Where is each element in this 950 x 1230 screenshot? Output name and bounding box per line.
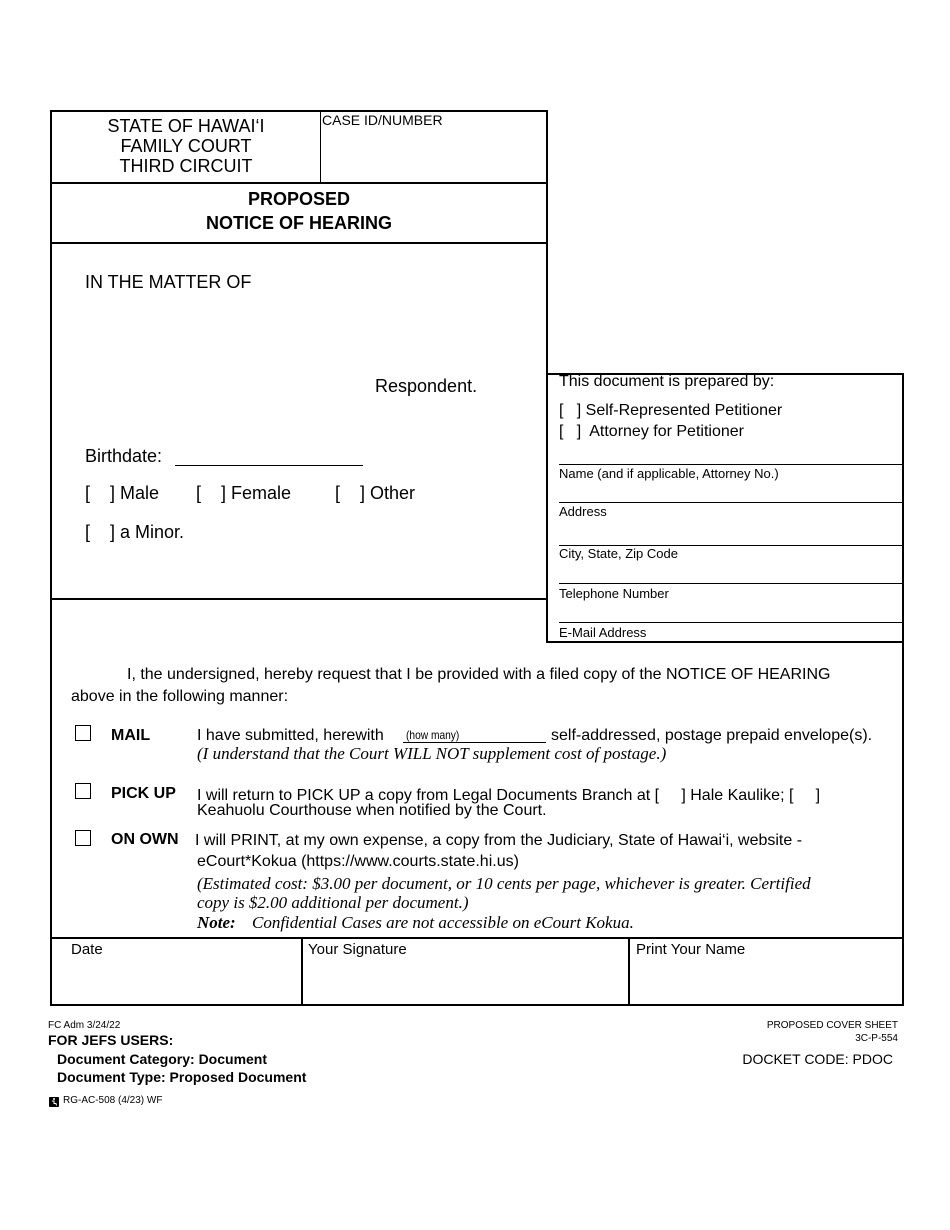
email-label: E-Mail Address — [559, 625, 647, 640]
border-right — [902, 642, 904, 1005]
on-own-estimate-line1: (Estimated cost: $3.00 per document, or 10 cents per page, whichever is greater. Certified — [197, 874, 811, 893]
gender-female[interactable]: [ ] Female — [196, 483, 292, 503]
mail-label: MAIL — [111, 727, 151, 744]
mail-text-b: self-addressed, postage prepaid envelope(s). — [551, 727, 873, 744]
birthdate-label: Birthdate: — [85, 446, 163, 466]
date-field[interactable] — [53, 960, 299, 1002]
on-own-line1: I will PRINT, at my own expense, a copy from the Judiciary, State of Hawai‘i, website - — [195, 832, 803, 849]
pickup-label: PICK UP — [111, 785, 176, 802]
mail-checkbox[interactable] — [75, 725, 91, 741]
date-label: Date — [71, 941, 103, 958]
request-intro-line1: I, the undersigned, hereby request that I be provided with a filed copy of the NOTICE OF HEARING — [127, 666, 831, 683]
divider — [50, 937, 904, 939]
jefs-heading: FOR JEFS USERS: — [48, 1032, 174, 1048]
pickup-line1: I will return to PICK UP a copy from Legal Documents Branch at [ ] Hale Kaulike; [ ] — [197, 787, 821, 804]
self-represented-checkbox[interactable]: [ ] Self-Represented Petitioner — [559, 402, 783, 419]
print-name-label: Print Your Name — [636, 941, 746, 958]
mail-text-a: I have submitted, herewith — [197, 727, 384, 744]
court-name: FAMILY COURT — [120, 136, 252, 156]
divider — [301, 937, 303, 1005]
in-the-matter-label: IN THE MATTER OF — [85, 272, 252, 292]
court-circuit: THIRD CIRCUIT — [119, 156, 253, 176]
gender-male[interactable]: [ ] Male — [85, 483, 160, 503]
document-category: Document Category: Document — [57, 1051, 268, 1067]
signature-label: Your Signature — [308, 941, 407, 958]
mail-note: (I understand that the Court WILL NOT supplement cost of postage.) — [197, 744, 667, 763]
divider — [50, 182, 548, 184]
gender-other[interactable]: [ ] Other — [335, 483, 416, 503]
court-state: STATE OF HAWAI‘I — [107, 116, 265, 136]
respondent-label: Respondent. — [375, 376, 478, 396]
border-left — [50, 600, 52, 1005]
ada-code: RG-AC-508 (4/23) WF — [63, 1095, 163, 1106]
border-bottom — [50, 1004, 904, 1006]
case-id-field[interactable] — [322, 134, 544, 178]
preparer-heading: This document is prepared by: — [559, 373, 775, 390]
pickup-line2: Keahuolu Courthouse when notified by the Court. — [197, 802, 547, 819]
docket-code: DOCKET CODE: PDOC — [742, 1051, 893, 1067]
email-field[interactable] — [559, 622, 902, 623]
on-own-estimate-line2: copy is $2.00 additional per document.) — [197, 893, 469, 912]
form-id: FC Adm 3/24/22 — [48, 1020, 121, 1031]
divider — [628, 937, 630, 1005]
mail-how-many-field[interactable] — [403, 742, 546, 743]
city-label: City, State, Zip Code — [559, 546, 678, 561]
attorney-checkbox[interactable]: [ ] Attorney for Petitioner — [559, 423, 744, 440]
pickup-checkbox[interactable] — [75, 783, 91, 799]
name-field[interactable] — [559, 464, 902, 465]
form-number: 3C-P-554 — [855, 1033, 898, 1044]
minor-checkbox[interactable]: [ ] a Minor. — [85, 522, 185, 542]
divider — [320, 110, 321, 182]
case-id-label: CASE ID/NUMBER — [322, 112, 443, 128]
divider — [50, 242, 548, 244]
address-field[interactable] — [559, 502, 902, 503]
note-text: Confidential Cases are not accessible on eCourt Kokua. — [252, 913, 634, 932]
on-own-label: ON OWN — [111, 831, 179, 848]
document-title-line1: PROPOSED — [247, 189, 351, 209]
document-type: Document Type: Proposed Document — [57, 1069, 307, 1085]
mail-how-many-label: (how many) — [406, 728, 460, 742]
note-label: Note: — [197, 913, 236, 932]
print-name-field[interactable] — [631, 960, 900, 1002]
telephone-label: Telephone Number — [559, 586, 669, 601]
document-title-line2: NOTICE OF HEARING — [205, 213, 392, 233]
birthdate-field[interactable] — [175, 465, 363, 466]
cover-sheet-label: PROPOSED COVER SHEET — [766, 1020, 898, 1031]
on-own-line2: eCourt*Kokua (https://www.courts.state.hi.us) — [197, 853, 519, 870]
on-own-checkbox[interactable] — [75, 830, 91, 846]
request-intro-line2: above in the following manner: — [71, 688, 289, 705]
address-label: Address — [559, 504, 607, 519]
name-label: Name (and if applicable, Attorney No.) — [559, 466, 779, 481]
signature-field[interactable] — [304, 960, 626, 1002]
accessibility-icon — [49, 1097, 59, 1107]
telephone-field[interactable] — [559, 583, 902, 584]
